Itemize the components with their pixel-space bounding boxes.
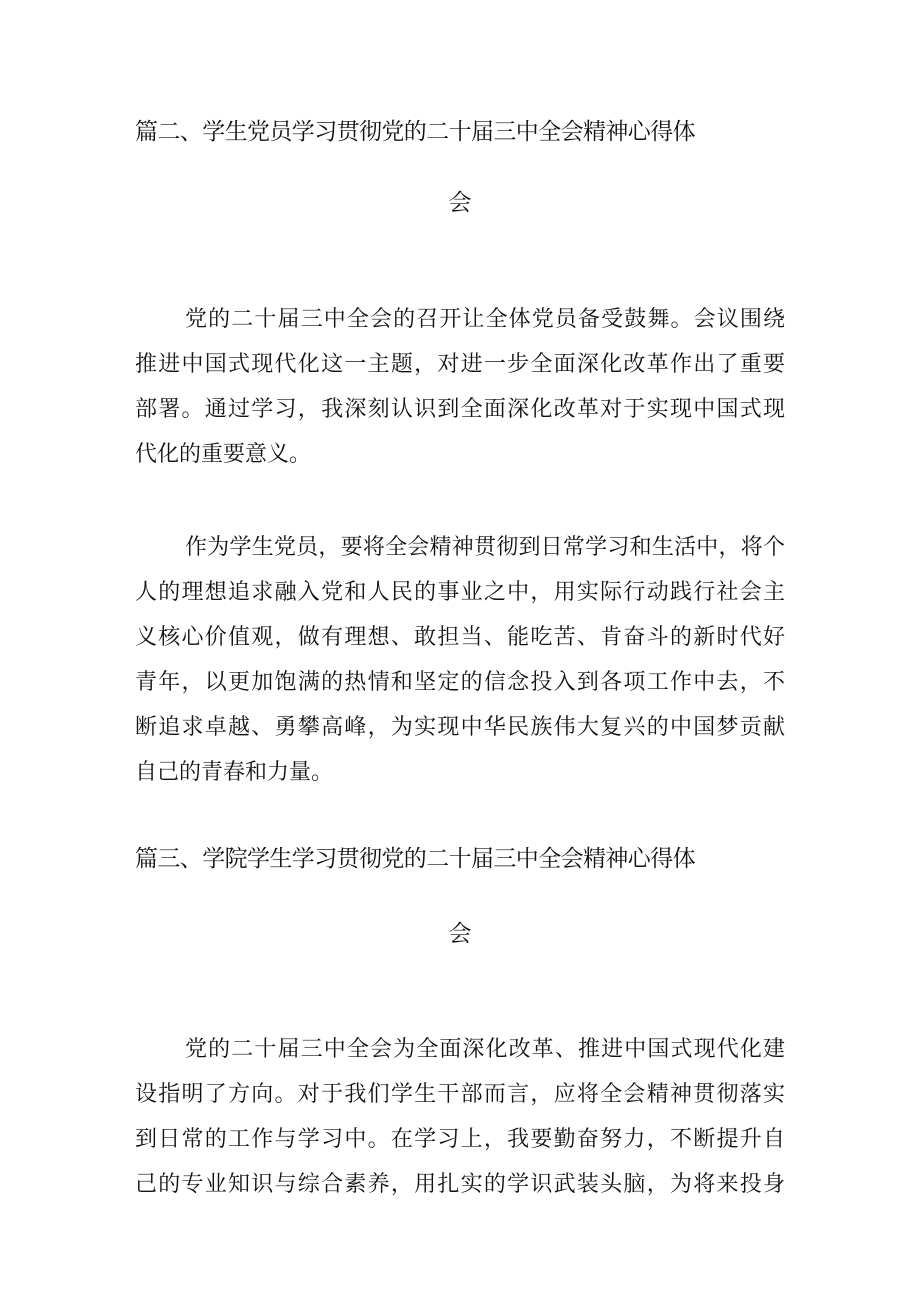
paragraph-line: 党的二十届三中全会的召开让全体党员备受鼓舞。会议围绕 — [185, 307, 785, 332]
section3-title-continued: 会 — [448, 921, 472, 947]
section2-paragraph-2 — [135, 525, 785, 795]
paragraph-line: 自己的青春和力量。 — [135, 760, 334, 785]
paragraph-line: 部署。通过学习，我深刻认识到全面深化改革对于实现中国式现 — [135, 397, 785, 422]
paragraph-line: 推进中国式现代化这一主题，对进一步全面深化改革作出了重要 — [135, 352, 785, 377]
paragraph-line: 到日常的工作与学习中。在学习上，我要勤奋努力，不断提升自 — [135, 1127, 785, 1152]
section3-paragraph-1 — [135, 1027, 785, 1207]
paragraph-line: 设指明了方向。对于我们学生干部而言，应将全会精神贯彻落实 — [135, 1082, 785, 1107]
paragraph-line: 人的理想追求融入党和人民的事业之中，用实际行动践行社会主 — [135, 580, 785, 605]
paragraph-line: 断追求卓越、勇攀高峰，为实现中华民族伟大复兴的中国梦贡献 — [135, 715, 785, 740]
section2-paragraph-1 — [135, 297, 785, 477]
section2-title: 篇二、学生党员学习贯彻党的二十届三中全会精神心得体 — [135, 119, 696, 145]
paragraph-line: 义核心价值观，做有理想、敢担当、能吃苦、肯奋斗的新时代好 — [135, 625, 785, 650]
paragraph-line: 己的专业知识与综合素养，用扎实的学识武装头脑，为将来投身 — [135, 1172, 785, 1197]
section2-title-continued: 会 — [448, 190, 472, 216]
section3-title: 篇三、学院学生学习贯彻党的二十届三中全会精神心得体 — [135, 846, 696, 872]
paragraph-line: 作为学生党员，要将全会精神贯彻到日常学习和生活中，将个 — [185, 535, 785, 560]
paragraph-line: 党的二十届三中全会为全面深化改革、推进中国式现代化建 — [185, 1037, 785, 1062]
paragraph-line: 代化的重要意义。 — [135, 442, 312, 467]
paragraph-line: 青年，以更加饱满的热情和坚定的信念投入到各项工作中去，不 — [135, 670, 785, 695]
